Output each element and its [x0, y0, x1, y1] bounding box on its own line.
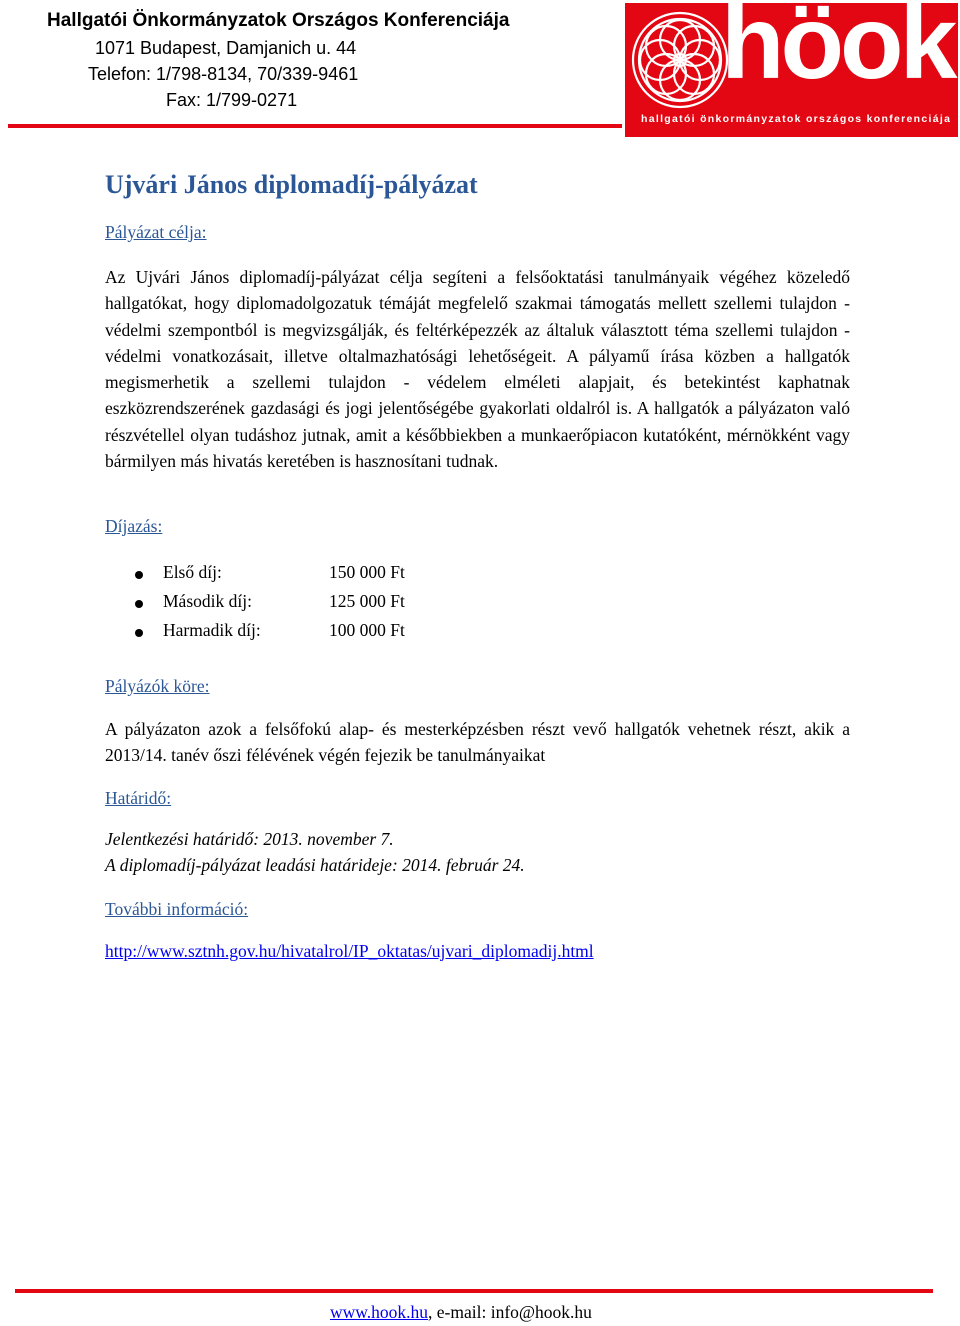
registration-deadline: Jelentkezési határidő: 2013. november 7. [105, 829, 394, 849]
aim-paragraph: Az Ujvári János diplomadíj-pályázat célja segíteni a felsőoktatási tanulmányaik végéhez közeledő hallgatókat, hogy diplomadolgozatuk témáját megfelelő szakmai támogatás mellett szellemi tulajdon - védelmi szempontból is megvizsgálják, és feltérképezzék az általuk választott téma szellemi tulajdon - védelmi vonatkozásait, illetve oltalmazhatósági lehetőségeit. A pályamű írása közben a hallgatók megismerhetik a szellemi tulajdon - védelem elméleti alapjait, és betekintést kaphatnak eszközrendszerének gazdasági és jogi jelentőségébe gyakorlati oldalról is. A hallgatók a pályázaton való részvétellel olyan tudáshoz jutnak, amit a későbbiekben a munkaerőpiacon kutatóként, mérnökként vagy bármilyen más hivatás keretében is hasznosítani tudnak. [105, 267, 850, 472]
prize-label: Első díj: [163, 562, 222, 582]
org-address: 1071 Budapest, Damjanich u. 44 [95, 38, 357, 58]
bullet-icon [135, 571, 143, 579]
footer [330, 1302, 592, 1323]
prize-amount: 100 000 Ft [329, 620, 405, 640]
hook-logo [625, 0, 958, 137]
org-phone: Telefon: 1/798-8134, 70/339-9461 [88, 64, 359, 84]
footer-divider [15, 1289, 933, 1293]
info-link[interactable]: http://www.sztnh.gov.hu/hivatalrol/IP_oktatas/ujvari_diplomadij.html [105, 941, 594, 961]
org-fax: Fax: 1/799-0271 [166, 90, 298, 110]
deadline-heading: Határidő: [105, 788, 172, 808]
footer-separator: , e-mail: [428, 1302, 491, 1322]
document-title: Ujvári János diplomadíj-pályázat [105, 170, 478, 199]
prizes-heading: Díjazás: [105, 516, 163, 536]
bullet-icon [135, 629, 143, 637]
letterhead [0, 0, 620, 130]
aim-heading: Pályázat célja: [105, 222, 207, 242]
org-name: Hallgatói Önkormányzatok Országos Konferenciája [47, 10, 510, 31]
prize-label: Harmadik díj: [163, 620, 261, 640]
footer-site-link[interactable]: www.hook.hu [330, 1302, 429, 1322]
logo-tagline: hallgatói önkormányzatok országos konferenciája [641, 113, 952, 125]
header-divider [8, 124, 622, 128]
prize-amount: 125 000 Ft [329, 591, 405, 611]
prize-amount: 150 000 Ft [329, 562, 405, 582]
applicants-paragraph: A pályázaton azok a felsőfokú alap- és mesterképzésben részt vevő hallgatók vehetnek részt, akik a 2013/14. tanév őszi félévének végén fejezik be tanulmányaikat [105, 719, 850, 766]
logo-wordmark: höok [721, 0, 954, 101]
prize-label: Második díj: [163, 591, 252, 611]
more-info-heading: További információ: [105, 899, 249, 919]
submission-deadline: A diplomadíj-pályázat leadási határideje: 2014. február 24. [105, 855, 525, 875]
applicants-heading: Pályázók köre: [105, 676, 210, 696]
footer-email[interactable]: info@hook.hu [490, 1302, 592, 1322]
bullet-icon [135, 600, 143, 608]
